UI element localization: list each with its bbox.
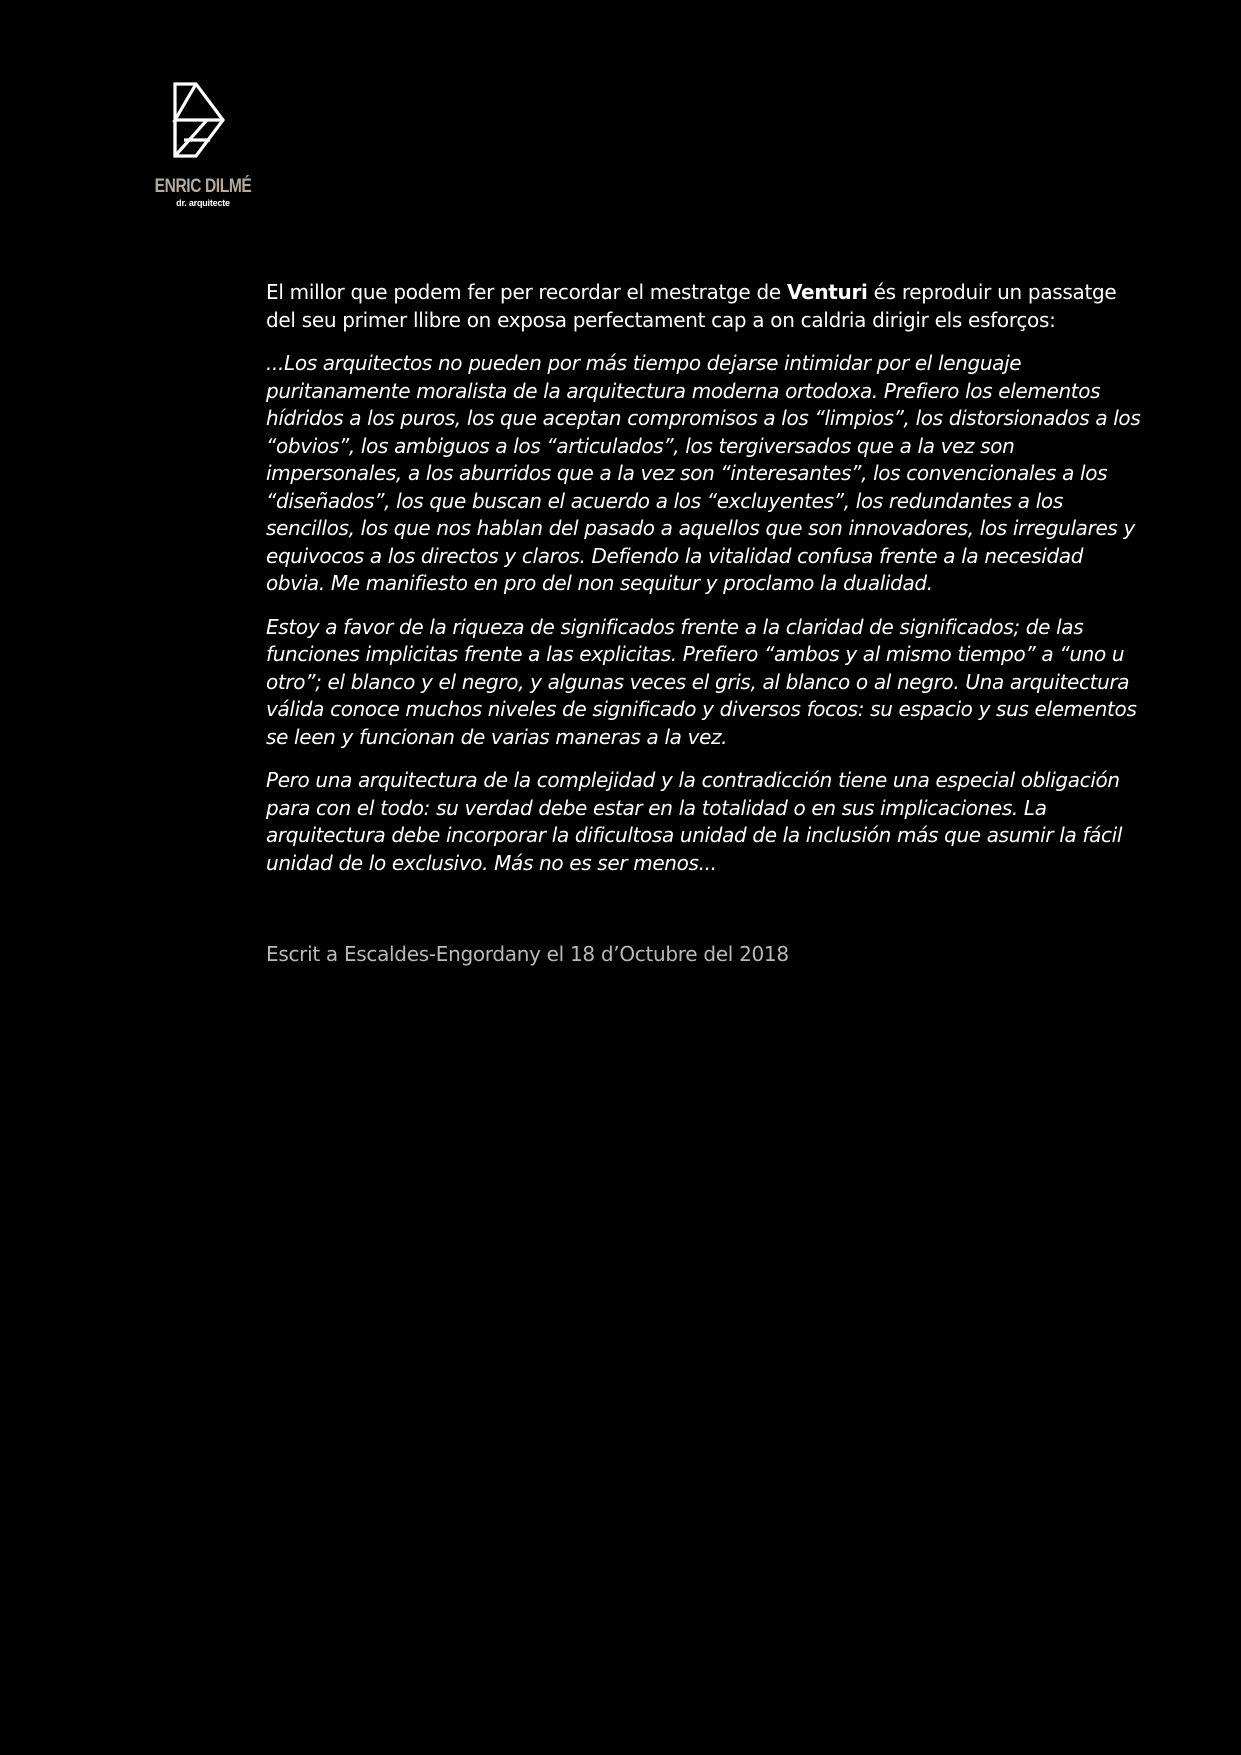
quote-paragraph: ...Los arquitectos no pueden por más tiempo dejarse intimidar por el lenguaje puritanamente moralista de la arquitectura moderna ortodoxa. Prefiero los elementos hídridos a los puros, los que aceptan compromisos a los “limpios”, los distorsionados a los “obvios”, los ambiguos a los “articulados”, los tergiversados que a la vez son impersonales, a los aburridos que a la vez son “interesantes”, los convencionales a los “diseñados”, los que buscan el acuerdo a los “excluyentes”, los redundantes a los sencillos, los que nos hablan del pasado a aquellos que son innovadores, los irregulares y equivocos a los directos y claros. Defiendo la vitalidad confusa frente a la necesidad obvia. Me manifiesto en pro del non sequitur y proclamo la dualidad. — [266, 351, 1141, 595]
signoff-line: Escrit a Escaldes-Engordany el 18 d’Octubre del 2018 — [266, 942, 789, 966]
brand-subtitle: dr. arquitecte — [176, 198, 230, 208]
intro-text-before: El millor que podem fer per recordar el mestratge de — [266, 280, 787, 304]
brand-name: ENRIC DILMÉ — [154, 176, 252, 197]
brand-logo — [138, 82, 268, 208]
article-body — [266, 278, 1146, 893]
quote-paragraph: Estoy a favor de la riqueza de significados frente a la claridad de significados; de las funciones implicitas frente a las explicitas. Prefiero “ambos y al mismo tiempo” a “uno u otro”; el blanco y el negro, y algunas veces el gris, al blanco o al negro. Una arquitectura válida conoce muchos niveles de significado y diversos focos: su espacio y sus elementos se leen y funcionan de varias maneras a la vez. — [266, 614, 1137, 749]
quote-paragraph: Pero una arquitectura de la complejidad y la contradicción tiene una especial obligación para con el todo: su verdad debe estar en la totalidad o en sus implicaciones. La arquitectura debe incorporar la dificultosa unidad de la inclusión más que asumir la fácil unidad de lo exclusivo. Más no es ser menos... — [266, 768, 1123, 875]
author-name: Venturi — [786, 280, 868, 304]
intro-paragraph — [266, 278, 1146, 334]
architect-monogram-icon — [172, 82, 228, 158]
intro-text-after: és reproduir un passatge del seu primer llibre on exposa perfectament cap a on caldria dirigir els esforços: — [266, 280, 1117, 332]
